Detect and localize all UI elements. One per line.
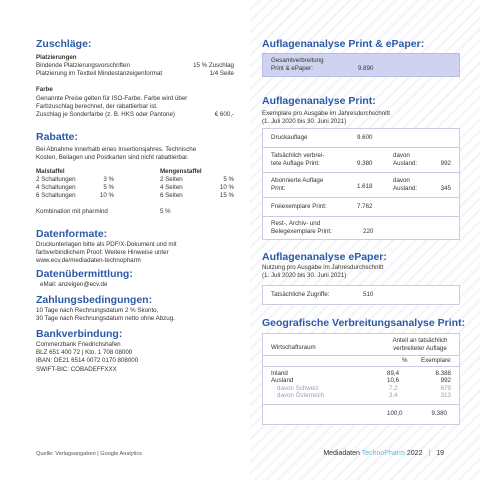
mengenstaffel-label: 4 Seiten xyxy=(160,184,183,192)
frei-value: 7.762 xyxy=(357,203,373,210)
mengenstaffel-list xyxy=(160,176,234,201)
footer-media-label: Mediadaten xyxy=(323,450,360,457)
gesamt-label xyxy=(271,57,324,73)
datenformate-line: Druckunterlagen bitte als PDF/X-Dokument und mit xyxy=(36,241,177,248)
footer-brand: TechnoPharm xyxy=(361,450,405,457)
zahlung-heading: Zahlungsbedingungen: xyxy=(36,294,153,306)
geo-row-pct: 7,2 xyxy=(389,384,398,392)
mengenstaffel-heading: Mengenstaffel xyxy=(160,168,202,175)
geo-row-ex: 679 xyxy=(440,384,451,392)
abonniert-label-line: Abonnierte Auflage xyxy=(271,177,324,184)
gesamt-box xyxy=(262,53,460,77)
geo-divider xyxy=(263,404,459,405)
geo-ex-header: Exemplare xyxy=(421,357,451,364)
rest-label-line: Rest-, Archiv- und xyxy=(271,220,321,227)
zugriffe-value: 510 xyxy=(363,291,374,298)
verbreitet-ausland-value: 992 xyxy=(440,160,451,167)
abonniert-ausland-label xyxy=(393,177,417,193)
abonniert-label xyxy=(271,177,323,193)
mengenstaffel-row xyxy=(160,192,234,200)
verbreitet-label xyxy=(271,152,324,168)
platz-label: Platzierung im Textteil Mindestanzeigenformat xyxy=(36,70,163,78)
geo-row-ex: 8.388 xyxy=(435,370,451,377)
rabatte-line: Kosten, Beilagen und Postkarten sind nicht rabattierbar. xyxy=(36,154,189,162)
footer-source: Quelle: Verlagsangaben | Google Analytics xyxy=(36,451,142,457)
email-line[interactable]: eMail: anzeigen@ecv.de xyxy=(40,281,108,288)
verbreitet-ausland-label xyxy=(393,152,417,168)
malstaffel-label: 4 Schaltungen xyxy=(36,184,76,192)
print-subtitle-line: (1. Juli 2020 bis 30. Juni 2021) xyxy=(262,118,347,126)
zahlung-line: 10 Tage nach Rechnungsdatum 2 % Skonto, xyxy=(36,307,159,314)
geo-row-ex: 992 xyxy=(440,377,451,385)
zahlung-text xyxy=(36,307,246,323)
datenformate-heading: Datenformate: xyxy=(36,228,108,240)
geo-rows xyxy=(271,370,455,400)
page-number: 19 xyxy=(436,450,444,457)
platz-row xyxy=(36,70,234,78)
geo-total-pct: 100,0 xyxy=(387,410,403,417)
geo-heading: Geografische Verbreitungsanalyse Print: xyxy=(262,317,466,329)
farbe-text xyxy=(36,95,234,120)
datenuebermittlung-heading: Datenübermittlung: xyxy=(36,268,133,280)
gesamt-label-line: Print & ePaper: xyxy=(271,65,313,73)
farbe-row xyxy=(36,111,234,119)
geo-row xyxy=(271,392,455,399)
geo-col-anteil-line: Anteil an tatsächlich xyxy=(392,337,448,344)
mengenstaffel-label: 2 Seiten xyxy=(160,176,183,183)
platzierungen-heading: Platzierungen xyxy=(36,54,77,61)
geo-row-name: Inland xyxy=(271,370,288,377)
print-table xyxy=(262,128,460,240)
geo-row-pct: 3,4 xyxy=(389,392,398,400)
verbreitet-label-line: tete Auflage Print: xyxy=(271,160,320,167)
geo-pct-header: % xyxy=(402,357,408,364)
farbe-heading: Farbe xyxy=(36,86,53,93)
bank-line: BLZ 651 400 72 | Kto. 1 708 08000 xyxy=(36,349,133,357)
geo-col-anteil xyxy=(385,337,455,353)
zuschlaege-heading: Zuschläge: xyxy=(36,38,92,50)
table-row xyxy=(263,217,459,239)
geo-row-pct: 89,4 xyxy=(387,370,400,377)
rabatte-heading: Rabatte: xyxy=(36,131,79,143)
abonniert-ausland-value: 345 xyxy=(440,185,451,192)
footer-pagination xyxy=(323,450,444,457)
mengenstaffel-row xyxy=(160,184,234,192)
malstaffel-value: 5 % xyxy=(103,184,114,192)
footer-year: 2022 xyxy=(406,450,423,457)
mengenstaffel-row xyxy=(160,176,234,184)
rabatte-line: Bei Abnahme innerhalb eines Insertionsjahres. Technische xyxy=(36,146,197,153)
geo-col-anteil-line: verbreiteter Auflage xyxy=(393,345,447,353)
geo-row xyxy=(271,370,455,377)
mengenstaffel-label: 6 Seiten xyxy=(160,192,183,200)
epaper-table xyxy=(262,285,460,305)
epaper-subtitle xyxy=(262,264,458,280)
table-row xyxy=(263,173,459,198)
bank-text xyxy=(36,341,246,374)
gesamt-label-line: Gesamtverbreitung xyxy=(271,57,324,64)
geo-row-pct: 10,6 xyxy=(387,377,400,385)
kombi-value: 5 % xyxy=(160,208,171,215)
frei-label: Freiexemplare Print: xyxy=(271,203,327,210)
verbreitet-value: 9.380 xyxy=(357,160,373,167)
malstaffel-row xyxy=(36,176,114,184)
mengenstaffel-value: 5 % xyxy=(223,176,234,183)
platz-row xyxy=(36,62,234,70)
geo-row xyxy=(271,385,455,392)
malstaffel-label: 2 Schaltungen xyxy=(36,176,76,183)
ausland-label-line: davon xyxy=(393,177,410,184)
abonniert-value: 1.618 xyxy=(357,183,373,190)
kombi-row xyxy=(36,208,196,216)
mengenstaffel-value: 15 % xyxy=(219,192,234,200)
rest-label-line: Belegexemplare Print: xyxy=(271,228,332,235)
malstaffel-list xyxy=(36,176,114,201)
bank-line: SWIFT-BIC: COBADEFFXXX xyxy=(36,365,117,373)
geo-row-name: davon Österreich xyxy=(277,392,325,400)
auflage-gesamt-heading: Auflagenanalyse Print & ePaper: xyxy=(262,38,425,50)
datenformate-link[interactable]: www.ecv.de/mediadaten-technopharm xyxy=(36,257,141,265)
mengenstaffel-value: 10 % xyxy=(219,184,234,192)
malstaffel-value: 10 % xyxy=(99,192,114,200)
footer-separator: | xyxy=(428,450,431,457)
geo-table xyxy=(262,333,460,425)
farbe-line: Genannte Preise gelten für ISO-Farbe. Farbe wird über xyxy=(36,95,188,102)
table-row xyxy=(263,129,459,148)
geo-row-name: davon Schweiz xyxy=(277,384,319,392)
malstaffel-label: 6 Schaltungen xyxy=(36,192,76,200)
datenformate-line: farbverbindlichem Proof. Weitere Hinweise unter xyxy=(36,249,169,257)
malstaffel-row xyxy=(36,192,114,200)
bank-line: Commerzbank Friedrichshafen xyxy=(36,341,121,348)
geo-col-wirtschaftsraum: Wirtschaftsraum xyxy=(271,344,316,351)
rest-label xyxy=(271,220,332,236)
platz-label: Bindende Platzierungsvorschriften xyxy=(36,62,130,69)
bank-heading: Bankverbindung: xyxy=(36,328,123,340)
ausland-label-line: davon xyxy=(393,152,410,159)
rest-value: 220 xyxy=(363,228,374,235)
kombi-label: Kombination mit pharmind xyxy=(36,208,108,215)
geo-total-ex: 9.380 xyxy=(431,410,447,417)
ausland-label-line: Ausland: xyxy=(393,185,418,192)
geo-row xyxy=(271,377,455,384)
malstaffel-heading: Malstaffel xyxy=(36,168,65,175)
geo-divider xyxy=(263,355,459,356)
auflage-print-subtitle xyxy=(262,110,458,126)
geo-row-name: Ausland xyxy=(271,377,294,385)
platz-value: 1/4 Seite xyxy=(209,70,234,78)
table-row xyxy=(263,198,459,217)
abonniert-label-line: Print: xyxy=(271,185,286,192)
auflage-epaper-heading: Auflagenanalyse ePaper: xyxy=(262,251,387,263)
druckauflage-label: Druckauflage xyxy=(271,134,308,141)
print-subtitle-line: Exemplare pro Ausgabe im Jahresdurchschnitt xyxy=(262,110,390,117)
zahlung-line: 30 Tage nach Rechnungsdatum netto ohne Abzug. xyxy=(36,315,175,323)
geo-divider xyxy=(263,366,459,367)
table-row xyxy=(263,148,459,173)
farbe-line: Farbzuschlag berechnet, der rabattierbar ist. xyxy=(36,103,158,111)
datenformate-text xyxy=(36,241,246,266)
platzierungen-list xyxy=(36,62,234,78)
farbe-label: Zuschlag je Sonderfarbe (z. B. HKS oder Pantone) xyxy=(36,111,175,119)
zugriffe-label: Tatsächliche Zugriffe: xyxy=(271,291,330,298)
druckauflage-value: 9.600 xyxy=(357,134,373,141)
rabatte-text xyxy=(36,146,246,162)
malstaffel-value: 3 % xyxy=(103,176,114,183)
malstaffel-row xyxy=(36,184,114,192)
verbreitet-label-line: Tatsächlich verbrei- xyxy=(271,152,325,159)
bank-line: IBAN: DE21 6514 0072 0170 808000 xyxy=(36,357,139,365)
ausland-label-line: Ausland: xyxy=(393,160,418,167)
epaper-subtitle-line: Nutzung pro Ausgabe im Jahresdurchschnitt xyxy=(262,264,384,271)
gesamt-value: 9.890 xyxy=(358,65,374,72)
auflage-print-heading: Auflagenanalyse Print: xyxy=(262,95,376,107)
platz-value: 15 % Zuschlag xyxy=(193,62,234,69)
farbe-price: € 600,- xyxy=(214,111,234,119)
epaper-subtitle-line: (1. Juli 2020 bis 30. Juni 2021) xyxy=(262,272,347,280)
geo-row-ex: 313 xyxy=(440,392,451,400)
